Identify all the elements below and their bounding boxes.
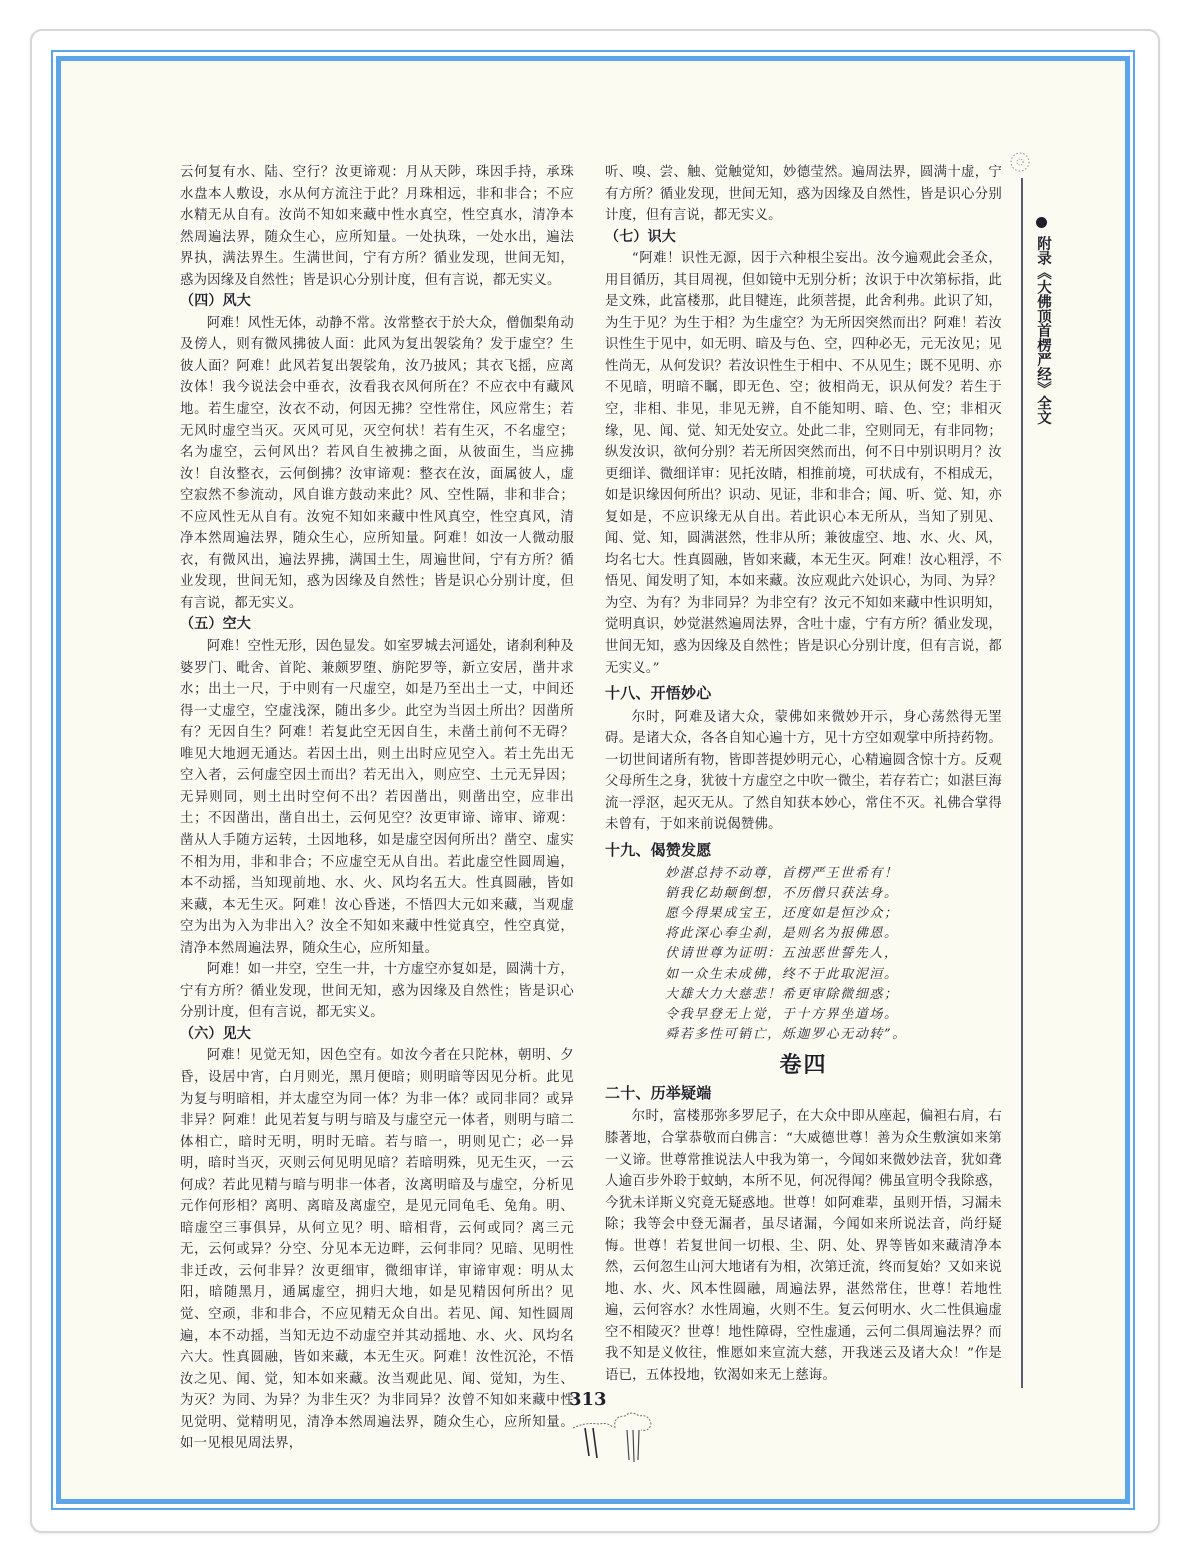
paragraph-wind: 阿难！风性无体，动静不常。汝常整衣于於大众，僧伽梨角动及傍人，则有微风拂彼人面：此风为复出袈裟角？发于虚空？生彼人面？阿难！此风若复出袈裟角，汝乃披风；其衣飞摇，应离汝体！我今说法会中垂衣，汝看我衣风何所在？不应衣中有藏风地。若生虚空，汝衣不动，何因无拂？空性常住，风应常生；若无风时虚空当灭。灭风可见，灭空何状！若有生灭，不名虚空；名为虚空，云何风出？若风自生被拂之面，从彼面生，当应拂汝！自汝整衣，云何倒拂？汝审谛观：整衣在汝，面属彼人，虚空寂然不参流动，风自谁方鼓动来此？风、空性隔，非和非合；不应风性无从自有。汝宛不知如来藏中性风真空，性空真风，清净本然周遍法界，随众生心，应所知量。阿难！如汝一人微动服衣，有微风出，遍法界拂，满国土生，周遍世间，宁有方所？循业发现，世间无知，惑为因缘及自然性；皆是识心分别计度，但有言说，都无实义。: [180, 315, 574, 611]
running-header-title: 附录《大佛顶首楞严经》全文: [1035, 236, 1051, 425]
paragraph-seeing-continued: 听、嗅、尝、触、觉触觉知，妙德莹然。遍周法界，圆满十虚，宁有方所？循业发现，世间无知，惑为因缘及自然性，皆是识心分别计度，但有言说，都无实义。: [605, 165, 1002, 224]
section-heading-18: 十八、开悟妙心: [605, 684, 712, 703]
verse-block: [665, 864, 1002, 1046]
subheading-wind: （四）风大: [180, 293, 251, 310]
subheading-seeing: （六）见大: [180, 1025, 251, 1042]
verse-line: 妙湛总持不动尊，首楞严王世希有！: [665, 865, 899, 881]
paragraph-section-18: 尔时，阿难及诸大众，蒙佛如来微妙开示，身心荡然得无罣碍。是诸大众，各各自知心遍十方，见十方空如观掌中所持药物。一切世间诸所有物，皆即菩提妙明元心，心精遍圆含惊十方。反观父母所生之身，犹彼十方虚空之中吹一微尘，若存若亡；如湛巨海流一浮沤，起灭无从。了然自知获本妙心，常住不灭。礼佛合掌得未曾有，于如来前说偈赞佛。: [605, 709, 1002, 833]
right-text-column: [605, 162, 1002, 1387]
verse-line: 销我亿劫颠倒想，不历僧只获法身。: [665, 885, 899, 901]
paragraph-space: 阿难！空性无形，因色显发。如室罗城去河遥处，诸刹利种及婆罗门、毗舍、首陀、兼颇罗堕、旃陀罗等，新立安居，凿井求水；出土一尺，于中则有一尺虚空，如是乃至出土一丈，中间还得一丈虚空，空虚浅深，随出多少。此空为当因土所出？因凿所有？无因自生？阿难！若复此空无因自生，未凿土前何不无碍？唯见大地迥无通达。若因土出，则土出时应见空入。若土先出无空入者，云何虚空因土而出？若无出入，则应空、土元无异因；无异则同，则土出时空何不出？若因凿出，则凿出空，应非出土；不因凿出，凿自出土，云何见空？汝更审谛、谛审、谛观：凿从人手随方运转，土因地移，如是虚空因何所出？凿空、虚实不相为用，非和非合；不应虚空无从自出。若此虚空性圆周遍，本不动摇，当知现前地、水、火、风均名五大。性真圆融，皆如来藏，本无生灭。阿难！汝心昏迷，不悟四大元如来藏，当观虚空为出为入为非出入？汝全不知如来藏中性觉真空，性空真觉，清净本然周遍法界，随众生心，应所知量。: [180, 639, 574, 956]
paragraph-space-2: 阿难！如一井空，空生一井，十方虚空亦复如是，圆满十方，宁有方所？循业发现，世间无知，惑为因缘及自然性；皆是识心分别计度，但有言说，都无实义。: [180, 962, 574, 1021]
flower-ornament-icon: [1005, 147, 1035, 177]
section-heading-20: 二十、历举疑端: [605, 1083, 712, 1102]
verse-line: 将此深心奉尘刹，是则名为报佛恩。: [665, 926, 899, 942]
verse-line: 大雄大力大慈悲！希更审除微细惑；: [665, 986, 899, 1002]
paragraph-section-20: 尔时，富楼那弥多罗尼子，在大众中即从座起，偏袒右肩，右膝著地，合掌恭敬而白佛言：“大威德世尊！善为众生敷演如来第一义谛。世尊常推说法人中我为第一，今闻如来微妙法音，犹如聋人逾百步外聆于蚊蚋，本所不见，何况得闻？佛虽宣明令我除惑，今犹未详斯义究竟无疑惑地。世尊！如阿难辈，虽则开悟，习漏未除；我等会中登无漏者，虽尽诸漏，今闻如来所说法音，尚纡疑悔。世尊！若复世间一切根、尘、阴、处、界等皆如来藏清净本然，云何忽生山河大地诸有为相，次第迁流，终而复始？又如来说地、水、火、风本性圆融，周遍法界，湛然常住，世尊！若地性遍，云何容水？水性周遍，火则不生。复云何明水、火二性俱遍虚空不相陵灭？世尊！地性障碍，空性虚通，云何二俱周遍法界？而我不知是义攸往，惟愿如来宣流大慈，开我迷云及诸大众！”作是语已，五体投地，钦渴如来无上慈诲。: [605, 1109, 1002, 1383]
cloud-ornament-icon: [565, 1410, 675, 1470]
volume-heading: 卷四: [779, 1053, 828, 1079]
section-heading-19: 十九、偈赞发愿: [605, 840, 712, 859]
verse-line: 如一众生未成佛，终不于此取泥洹。: [665, 966, 899, 982]
paragraph-consciousness: “阿难！识性无源，因于六种根尘妄出。汝今遍观此会圣众，用目循历，其目周视，但如镜中无别分析；汝识于中次第标指，此是文殊，此富楼那，此目犍连，此须菩提，此舍利弗。此识了知，为生于见？为生于相？为生虚空？为无所因突然而出？阿难！若汝识性生于见中，如无明、暗及与色、空，四种必无，元无汝见；见性尚无，从何发识？若汝识性生于相中、不从见生；既不见明、亦不见暗，明暗不瞩，即无色、空；彼相尚无，识从何发？若生于空，非相、非见，非见无辨，自不能知明、暗、色、空；非相灭缘，见、闻、觉、知无处安立。处此二非，空则同无，有非同物；纵发汝识，欲何分别？若无所因突然而出，何不日中别识明月？汝更细详、微细详审：见托汝睛，相推前境，可状成有，不相成无，如是识缘因何所出？识动、见证，非和非合；闻、听、觉、知，亦复如是，不应识缘无从自出。若此识心本无所从，当知了别见、闻、觉、知，圆满湛然，性非从所；兼彼虚空、地、水、火、风，均名七大。性真圆融，皆如来藏，本无生灭。阿难！汝心粗浮，不悟见、闻发明了知，本如来藏。汝应观此六处识心，为同、为异？为空、为有？为非同异？为非空有？汝元不知如来藏中性识明知，觉明真识，妙觉湛然遍周法界，含吐十虚，宁有方所？循业发现，世间无知，惑为因缘及自然性；皆是识心分别计度，但有言说，都无实义。”: [605, 251, 1002, 676]
paragraph-seeing: 阿难！见觉无知，因色空有。如汝今者在只陀林，朝明、夕昏，设居中宵，白月则光，黑月便暗；则明暗等因见分析。此见为复与明暗相，并太虚空为同一体？为非一体？或同非同？或异非异？阿难！此见若复与明与暗及与虚空元一体者，则明与暗二体相亡，暗时无明，明时无暗。若与暗一，明则见亡；必一异明，暗时当灭，灭则云何见明见暗？若暗明殊，见无生灭，一云何成？若此见精与暗与明非一体者，汝离明暗及与虚空，分析见元作何形相？离明、离暗及离虚空，是见元同龟毛、兔角。明、暗虚空三事俱异，从何立见？明、暗相背，云何或同？离三元无，云何或异？分空、分见本无边畔，云何非同？见暗、见明性非迁改，云何非异？汝更细审，微细审详，审谛审观：明从太阳，暗随黑月，通属虚空，拥归大地，如是见精因何所出？见觉、空顽，非和非合，不应见精无众自出。若见、闻、知性圆周遍，本不动摇，当知无边不动虚空并其动摇地、水、火、风均名六大。性真圆融，皆如来藏，本无生灭。阿难！汝性沉沦，不悟汝之见、闻、觉，知本如来藏。汝当观此见、闻、觉知，为生、为灭？为同、为异？为非生灭？为非同异？汝曾不知如来藏中性见觉明、觉精明见，清净本然周遍法界，随众生心，应所知量。如一见根见周法界，: [180, 1048, 574, 1452]
left-text-column: [180, 162, 574, 1455]
subheading-space: （五）空大: [180, 616, 251, 633]
paragraph-water-conclusion: 云何复有水、陆、空行？汝更谛观：月从天陟，珠因手持，承珠水盘本人敷设，水从何方流注于此？月珠相远，非和非合；不应水精无从自有。汝尚不知如来藏中性水真空，性空真水，清净本然周遍法界，随众生心，应所知量。一处执珠，一处水出，遍法界执，满法界生。生满世间，宁有方所？循业发现，世间无知，惑为因缘及自然性；皆是识心分别计度，但有言说，都无实义。: [180, 165, 574, 288]
verse-line: 伏请世尊为证明：五浊恶世誓先人，: [665, 946, 899, 962]
bullet-dot-icon: [1036, 217, 1047, 228]
verse-line: 愿今得果成宝王，还度如是恒沙众；: [665, 905, 899, 921]
subheading-consciousness: （七）识大: [605, 228, 676, 245]
side-rule-line: [1021, 178, 1023, 1388]
verse-line: 舜若多性可销亡，烁迦罗心无动转”。: [665, 1027, 907, 1043]
verse-line: 令我早登无上觉，于十方界坐道场。: [665, 1006, 899, 1022]
page-number: 313: [569, 1389, 607, 1410]
